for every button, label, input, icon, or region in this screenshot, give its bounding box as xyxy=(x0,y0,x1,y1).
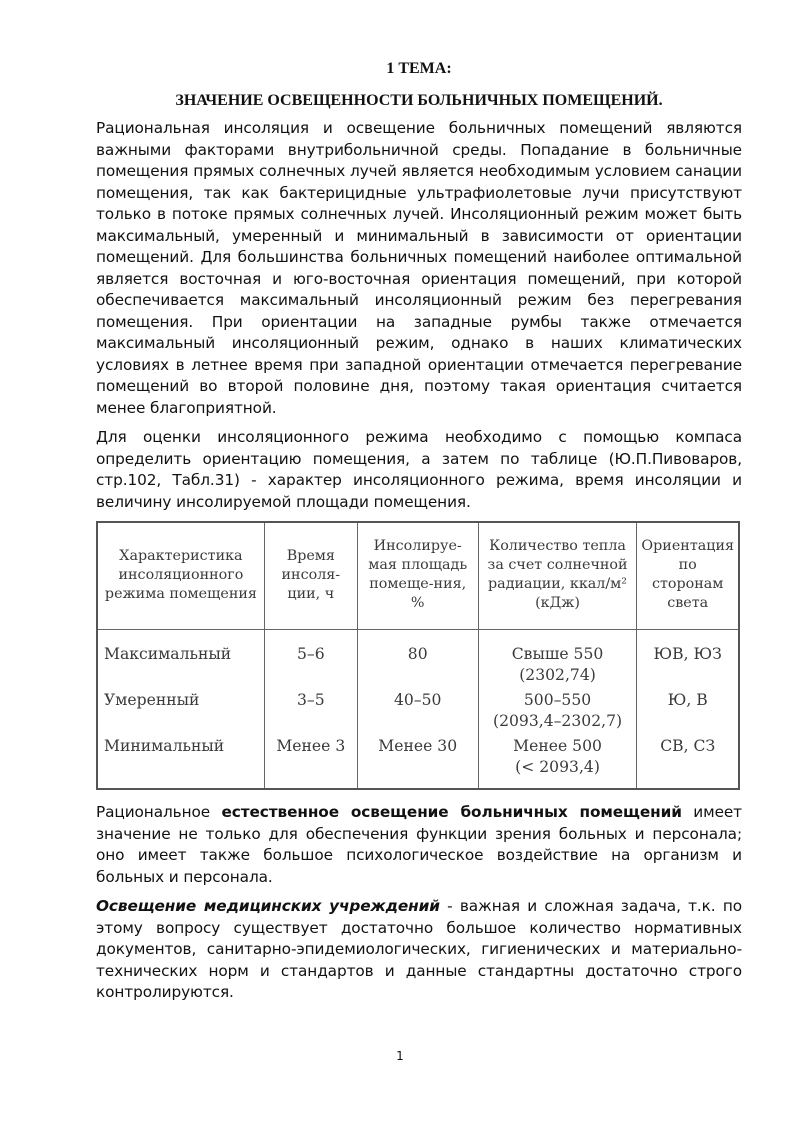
cell-heat-line1: Свыше 550 xyxy=(511,645,604,663)
cell-heat-line2: (2093,4–2302,7) xyxy=(492,712,623,730)
paragraph-natural-light-suffix: имеет значение не только для обеспечения функции зрения больных и персонала; оно имеет также большое психологическое воздействие на организм и больных и персонала. xyxy=(96,803,742,886)
page-number: 1 xyxy=(396,1049,404,1063)
table-row xyxy=(97,734,739,789)
cell-mode: Максимальный xyxy=(97,630,264,689)
cell-time: Менее 3 xyxy=(264,734,357,789)
table-row xyxy=(97,688,739,734)
topic-number: 1 ТЕМА: xyxy=(386,60,452,77)
table-header-row xyxy=(97,522,739,630)
cell-orientation: ЮВ, ЮЗ xyxy=(653,645,722,663)
paragraph-medical-lighting-bold: Освещение медицинских учреждений xyxy=(96,897,440,915)
insolation-table xyxy=(96,521,740,790)
cell-time: 5–6 xyxy=(264,630,357,689)
cell-heat-line2: (2302,74) xyxy=(519,666,596,684)
cell-heat xyxy=(478,630,637,689)
cell-time: 3–5 xyxy=(264,688,357,734)
header-orientation: Ориентация по сторонам света xyxy=(637,522,739,630)
paragraph-natural-light-bold: естественное освещение больничных помещений xyxy=(221,803,682,821)
document-page xyxy=(96,58,742,1012)
paragraph-assessment: Для оценки инсоляционного режима необходимо с помощью компаса определить ориентацию помещения, а затем по таблице (Ю.П.Пивоваров, стр.102, Табл.31) - характер инсоляционного режима, время инсоляции и величину инсолируемой площади помещения. xyxy=(96,428,742,511)
cell-heat-line1: Менее 500 xyxy=(513,737,602,755)
cell-heat xyxy=(478,734,637,789)
header-heat xyxy=(478,522,637,630)
cell-area: 80 xyxy=(357,630,478,689)
header-heat-text: Количество тепла за счет солнечной радиации, ккал/м² (кДж) xyxy=(487,538,628,611)
paragraph-natural-light-prefix: Рациональное xyxy=(96,803,222,821)
cell-mode: Минимальный xyxy=(97,734,264,789)
cell-heat xyxy=(478,688,637,734)
header-time: Время инсоля-ции, ч xyxy=(264,522,357,630)
paragraph-insolation: Рациональная инсоляция и освещение больничных помещений являются важными факторами внутрибольничной среды. Попадание в больничные помещения прямых солнечных лучей является необходимым условием санации помещения, так как бактерицидные ультрафиолетовые лучи присутствуют только в потоке прямых солнечных лучей. Инсоляционный режим может быть максимальный, умеренный и минимальный в зависимости от ориентации помещений. Для большинства больничных помещений наиболее оптимальной является восточная и юго-восточная ориентация помещений, при которой обеспечивается максимальный инсоляционный режим без перегревания помещения. При ориентации на западные румбы также отмечается максимальный инсоляционный режим, однако в наших климатических условиях в летнее время при западной ориентации отмечается перегревание помещений во второй половине дня, поэтому такая ориентация считается менее благоприятной. xyxy=(96,119,742,417)
page-title: ЗНАЧЕНИЕ ОСВЕЩЕННОСТИ БОЛЬНИЧНЫХ ПОМЕЩЕНИЙ. xyxy=(175,92,663,109)
cell-heat-line1: 500–550 xyxy=(523,691,592,709)
paragraph-medical-lighting xyxy=(96,896,742,1004)
cell-orientation: СВ, СЗ xyxy=(660,737,716,755)
cell-orientation: Ю, В xyxy=(667,691,708,709)
paragraph-medical-lighting-suffix: - важная и сложная задача, т.к. по этому вопросу существует достаточно большое количество нормативных документов, санитарно-эпидемиологических, гигиенических и материально-технических норм и стандартов и данные стандартны достаточно строго контролируются. xyxy=(96,897,742,1001)
paragraph-natural-light xyxy=(96,802,742,888)
header-area: Инсолируе-мая площадь помеще-ния, % xyxy=(357,522,478,630)
cell-heat-line2: (< 2093,4) xyxy=(515,758,600,776)
cell-area: 40–50 xyxy=(357,688,478,734)
table-row xyxy=(97,630,739,689)
cell-area: Менее 30 xyxy=(357,734,478,789)
cell-mode: Умеренный xyxy=(97,688,264,734)
header-characteristic: Характеристика инсоляционного режима помещения xyxy=(97,522,264,630)
